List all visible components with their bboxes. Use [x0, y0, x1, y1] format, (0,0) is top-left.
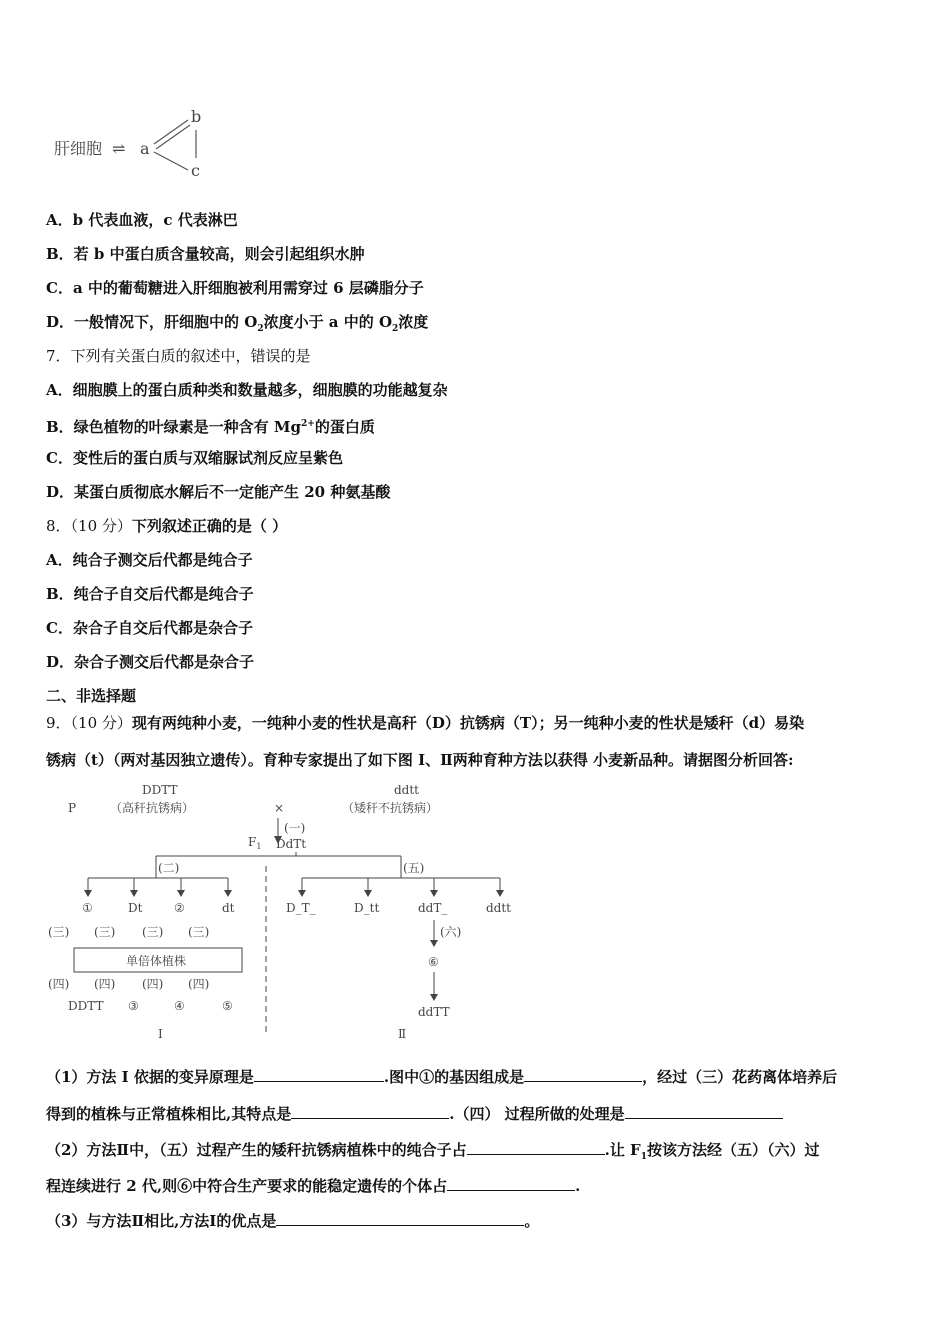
q8-option-d: D．杂合子测交后代都是杂合子	[46, 653, 255, 671]
q8-option-b: B．纯合子自交后代都是纯合子	[46, 585, 254, 603]
gamete-1: ①	[82, 901, 93, 915]
parent1-trait: （高秆抗锈病）	[110, 801, 195, 815]
type-d-t: D_T_	[286, 901, 316, 915]
step3-label-3: (三)	[142, 925, 164, 939]
q6-option-c: C．a 中的葡萄糖进入肝细胞被利用需穿过 6 层磷脂分子	[46, 279, 424, 297]
haploid-label: 单倍体植株	[126, 954, 187, 968]
final-ddtt: ddTT	[418, 1005, 450, 1019]
label-a: a	[140, 139, 150, 158]
result-5: ⑤	[222, 999, 233, 1013]
type-ddtt: ddtt	[486, 901, 512, 915]
q7-option-d: D．某蛋白质彻底水解后不一定能产生 20 种氨基酸	[46, 483, 391, 501]
f1-genotype: DdTt	[276, 837, 307, 851]
step2-label: (二)	[158, 861, 180, 875]
q8-stem: 8．（10 分）下列叙述正确的是（ ）	[46, 517, 288, 535]
q9-part1-line1: （1）方法 I 依据的变异原理是 .图中①的基因组成是 ，经过（三）花药离体培养后	[46, 1068, 838, 1086]
step3-label-2: (三)	[94, 925, 116, 939]
result-4: ④	[174, 999, 185, 1013]
label-b: b	[191, 107, 202, 126]
step6-label: (六)	[440, 925, 462, 939]
q7-option-b: B．绿色植物的叶绿素是一种含有 $Mg^{2+}$的蛋白质	[46, 418, 375, 436]
q6-option-d: D．一般情况下，肝细胞中的 $O_2$浓度小于 a 中的 $O_2$浓度	[46, 313, 429, 334]
q8-option-a: A．纯合子测交后代都是纯合子	[46, 551, 253, 569]
q9-part2-line1: （2）方法Ⅱ中，（五）过程产生的矮秆抗锈病植株中的纯合子占 .让 $F_1$按该方法经（五）（六）过	[46, 1141, 820, 1162]
q6-option-a: A．b 代表血液，c 代表淋巴	[46, 211, 238, 229]
p-label: P	[68, 801, 77, 815]
result-3: ③	[128, 999, 139, 1013]
q9-part1-line2: 得到的植株与正常植株相比,其特点是 .（四） 过程所做的处理是	[46, 1104, 783, 1124]
cross-symbol: ×	[274, 801, 285, 815]
q8-option-c: C．杂合子自交后代都是杂合子	[46, 619, 253, 637]
gamete-dt-lower: dt	[222, 901, 235, 915]
step5-label: (五)	[403, 861, 425, 875]
parent2-trait: （矮秆不抗锈病）	[342, 801, 439, 815]
liver-cell-diagram	[46, 100, 246, 190]
arrow-a-b	[154, 120, 188, 144]
step4-label-4: (四)	[188, 977, 210, 991]
q7-option-c: C．变性后的蛋白质与双缩脲试剂反应呈紫色	[46, 449, 343, 467]
gamete-dt-upper: Dt	[128, 901, 143, 915]
parent1-genotype: DDTT	[142, 783, 178, 797]
step3-label-4: (三)	[188, 925, 210, 939]
q9-stem-line2: 锈病（t）（两对基因独立遗传）。育种专家提出了如下图 I、Ⅱ两种育种方法以获得 小麦新品种。请据图分析回答:	[46, 751, 794, 769]
q7-option-a: A．细胞膜上的蛋白质种类和数量越多，细胞膜的功能越复杂	[46, 381, 448, 399]
method-2-label: Ⅱ	[398, 1027, 407, 1041]
arrow-a-c	[154, 152, 188, 170]
result-6: ⑥	[428, 955, 439, 969]
step4-label-1: (四)	[48, 977, 70, 991]
step1-label: (一)	[284, 821, 306, 835]
section-heading: 二、非选择题	[46, 687, 137, 705]
q7-stem: 7．下列有关蛋白质的叙述中，错误的是	[46, 347, 311, 365]
method-1-label: I	[158, 1027, 163, 1041]
q6-option-b: B．若 b 中蛋白质含量较高，则会引起组织水肿	[46, 245, 365, 263]
q9-part2-line2: 程连续进行 2 代,则⑥中符合生产要求的能稳定遗传的个体占 .	[46, 1177, 581, 1195]
cell-label: 肝细胞	[54, 139, 103, 158]
gamete-2: ②	[174, 901, 185, 915]
q9-stem-line1: 9．（10 分）现有两纯种小麦，一纯种小麦的性状是高秆（D）抗锈病（T）；另一纯种小麦的性状是矮秆（d）易染	[46, 714, 805, 732]
exchange-arrow: ⇌	[112, 139, 126, 158]
arrow-b-a	[156, 125, 190, 149]
step4-label-2: (四)	[94, 977, 116, 991]
type-d-tt: D_tt	[354, 901, 380, 915]
step4-label-3: (四)	[142, 977, 164, 991]
type-ddt: ddT_	[418, 901, 448, 915]
step3-label-1: (三)	[48, 925, 70, 939]
breeding-diagram	[46, 780, 526, 1042]
label-c: c	[191, 161, 200, 180]
parent2-genotype: ddtt	[394, 783, 420, 797]
result-ddtt: DDTT	[68, 999, 104, 1013]
q9-part3: （3）与方法Ⅱ相比,方法Ⅰ的优点是 。	[46, 1212, 540, 1230]
f1-label: $F_1$	[248, 835, 262, 851]
